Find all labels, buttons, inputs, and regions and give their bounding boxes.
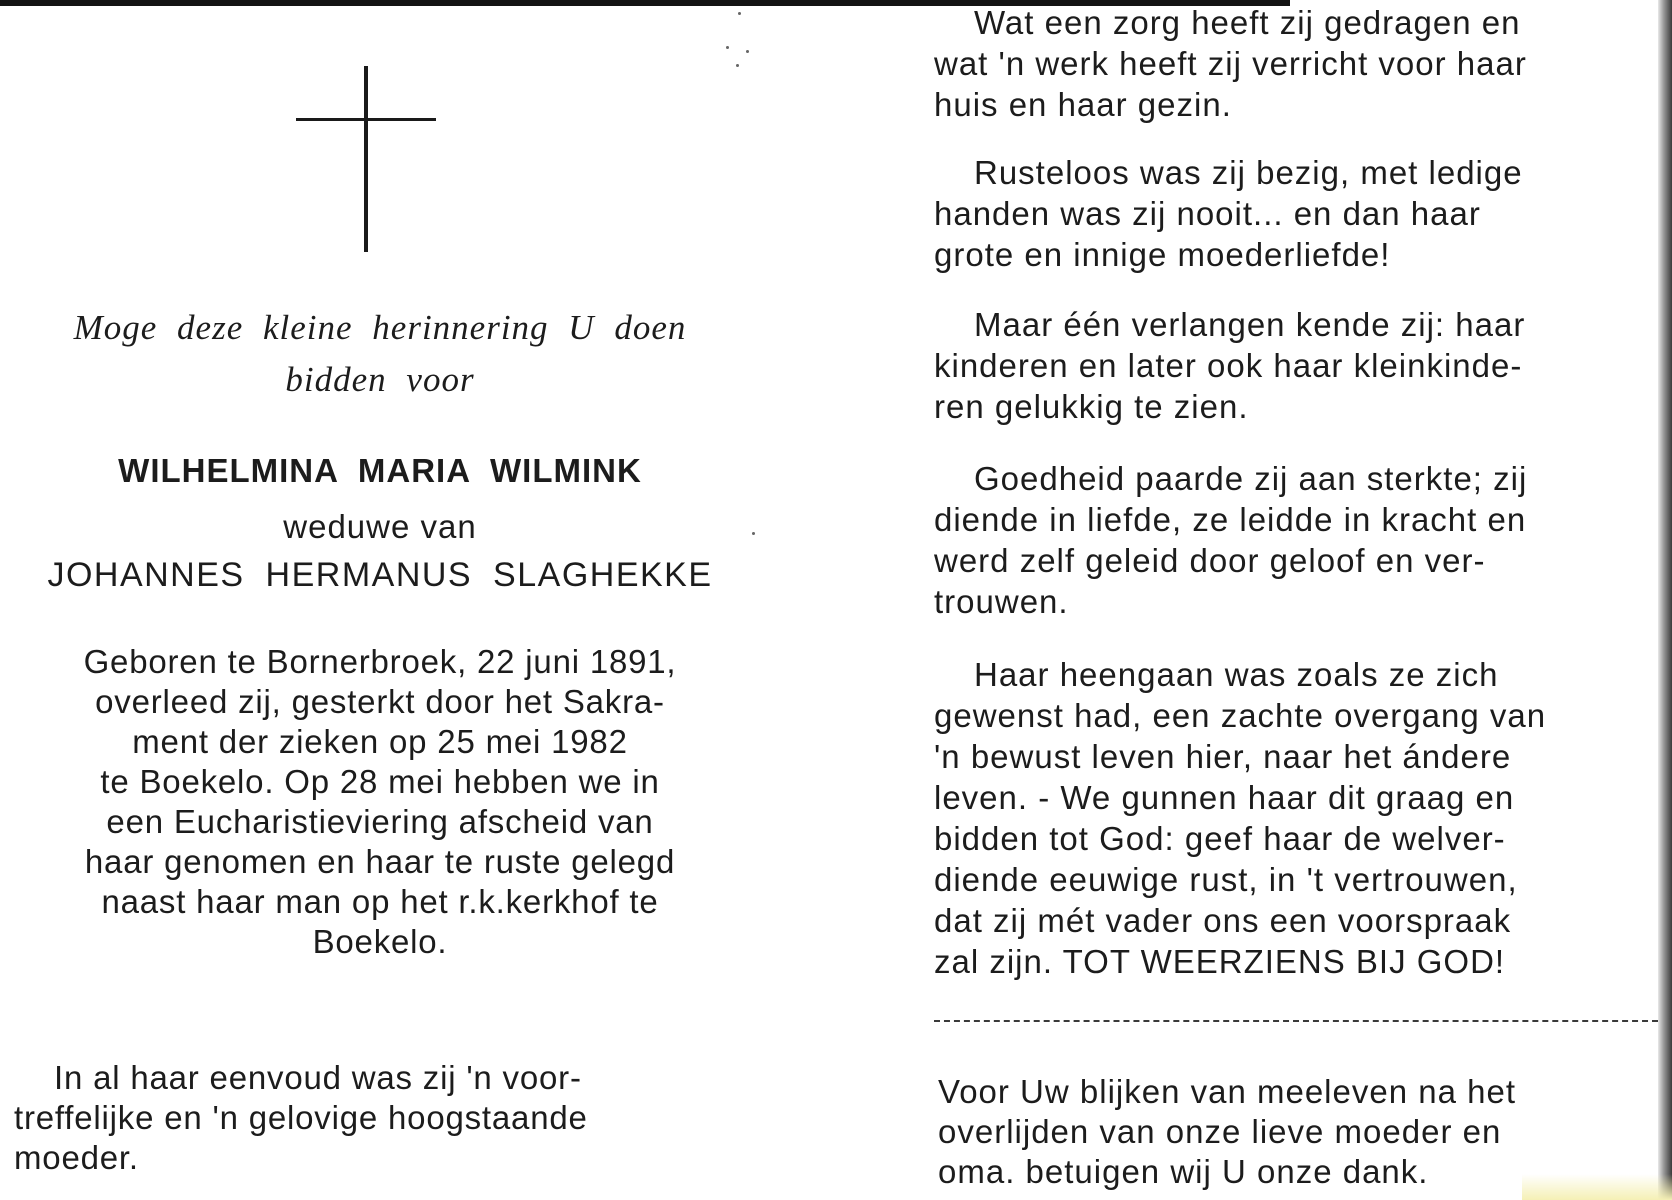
paragraph-care <box>934 2 1658 125</box>
thanks-line: Voor Uw blijken van meeleven na het <box>938 1073 1516 1110</box>
tribute-line: In al haar eenvoud was zij 'n voor- <box>54 1059 582 1096</box>
thanks-line: overlijden van onze lieve moeder en <box>938 1113 1502 1150</box>
paragraph-line: ren gelukkig te zien. <box>934 388 1249 425</box>
biography-text <box>0 642 760 962</box>
paragraph-line: gewenst had, een zachte overgang van <box>934 697 1547 734</box>
tribute-line: moeder. <box>14 1139 139 1176</box>
paragraph-line: bidden tot God: geef haar de welver- <box>934 820 1506 857</box>
scan-edge-right <box>1658 0 1672 1200</box>
bio-line: overleed zij, gesterkt door het Sakra- <box>95 683 665 720</box>
paragraph-line: trouwen. <box>934 583 1069 620</box>
bio-line: haar genomen en haar te ruste gelegd <box>84 843 676 880</box>
cross-vertical-bar <box>364 66 368 252</box>
prayer-line: Moge deze kleine herinnering U doen <box>73 308 687 347</box>
paragraph-line: Wat een zorg heeft zij gedragen en <box>974 4 1521 41</box>
paragraph-restless <box>934 152 1658 275</box>
tribute-text <box>14 1058 760 1178</box>
bio-line: Boekelo. <box>312 923 448 960</box>
bio-line: Geboren te Bornerbroek, 22 juni 1891, <box>83 643 677 680</box>
paragraph-line: Rusteloos was zij bezig, met ledige <box>974 154 1523 191</box>
prayer-line: bidden voor <box>285 360 475 399</box>
paragraph-line: grote en innige moederliefde! <box>934 236 1391 273</box>
paragraph-wish <box>934 304 1658 427</box>
paragraph-line: dat zij mét vader ons een voorspraak <box>934 902 1512 939</box>
bio-line: naast haar man op het r.k.kerkhof te <box>101 883 659 920</box>
thanks-text <box>938 1072 1658 1192</box>
paragraph-line: kinderen en later ook haar kleinkinde- <box>934 347 1523 384</box>
paragraph-passing <box>934 654 1658 982</box>
prayer-text <box>0 302 760 406</box>
thanks-line: oma. betuigen wij U onze dank. <box>938 1153 1429 1190</box>
paragraph-line: 'n bewust leven hier, naar het ándere <box>934 738 1512 775</box>
deceased-name: WILHELMINA MARIA WILMINK <box>118 452 642 489</box>
paragraph-line: Maar één verlangen kende zij: haar <box>974 306 1526 343</box>
paragraph-line: Goedheid paarde zij aan sterkte; zij <box>974 460 1528 497</box>
paragraph-line: huis en haar gezin. <box>934 86 1232 123</box>
right-panel <box>934 0 1658 1200</box>
paragraph-line: werd zelf geleid door geloof en ver- <box>934 542 1486 579</box>
paragraph-line: wat 'n werk heeft zij verricht voor haar <box>934 45 1527 82</box>
widow-of-label: weduwe van <box>283 508 477 545</box>
cross-icon <box>296 66 436 252</box>
bio-line: een Eucharistieviering afscheid van <box>106 803 654 840</box>
left-panel <box>0 0 760 1200</box>
paragraph-line: handen was zij nooit... en dan haar <box>934 195 1481 232</box>
paragraph-line: leven. - We gunnen haar dit graag en <box>934 779 1515 816</box>
bio-line: te Boekelo. Op 28 mei hebben we in <box>100 763 660 800</box>
tribute-line: treffelijke en 'n gelovige hoogstaande <box>14 1099 588 1136</box>
paragraph-line: diende in liefde, ze leidde in kracht en <box>934 501 1527 538</box>
paragraph-line: diende eeuwige rust, in 't vertrouwen, <box>934 861 1518 898</box>
paragraph-line: Haar heengaan was zoals ze zich <box>974 656 1499 693</box>
cross-horizontal-bar <box>296 118 436 121</box>
husband-name: JOHANNES HERMANUS SLAGHEKKE <box>47 556 713 594</box>
divider-rule <box>934 1020 1658 1022</box>
paragraph-line: zal zijn. TOT WEERZIENS BIJ GOD! <box>934 943 1506 980</box>
paragraph-goodness <box>934 458 1658 622</box>
bio-line: ment der zieken op 25 mei 1982 <box>132 723 628 760</box>
